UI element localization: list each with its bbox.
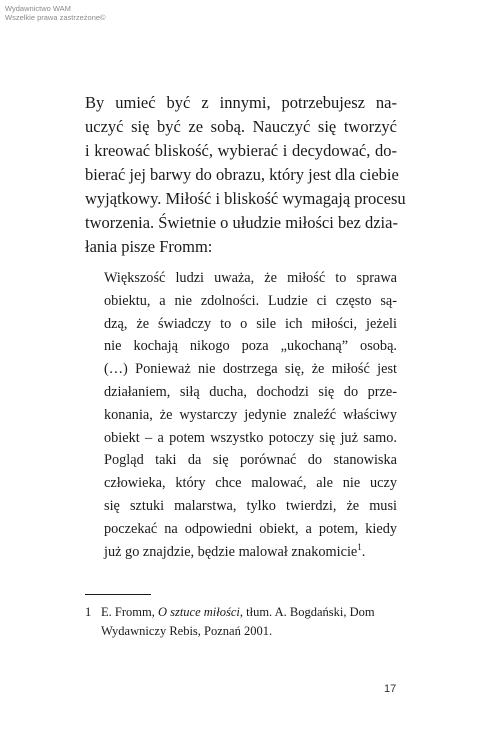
paragraph-line: uczyć się być ze sobą. Nauczyć się tworzyć (85, 117, 397, 136)
footnote-details: , tłum. A. Bogdański, Dom (239, 605, 375, 619)
block-quote (104, 267, 397, 563)
footnote-title: O sztuce miłości (157, 605, 240, 619)
quote-line: obiekt – a potem wszystko potoczy się już samo. (104, 429, 397, 446)
quote-line: Pogląd taki da się porównać do stanowiska (104, 452, 397, 469)
footnote-line-2: Wydawniczy Rebis, Poznań 2001. (101, 624, 273, 638)
quote-line: Większość ludzi uważa, że miłość to sprawa (104, 270, 397, 286)
paragraph-line: tworzenia. Świetnie o ułudzie miłości bez dzia- (85, 213, 398, 232)
footnote-author: E. Fromm, (101, 605, 158, 619)
page-number: 17 (384, 683, 397, 695)
footnote (85, 603, 397, 641)
watermark (5, 4, 106, 22)
footnote-separator (85, 594, 151, 595)
quote-line: nie kochają nikogo poza „ukochaną” osobą. (104, 338, 397, 355)
quote-line: obiektu, a nie zdolności. Ludzie ci często są- (104, 292, 397, 309)
quote-last-line (104, 541, 397, 564)
quote-line: działaniem, siłą ducha, dochodzi się do prze- (104, 383, 397, 400)
footnote-number: 1 (85, 605, 92, 619)
watermark-publisher: Wydawnictwo WAM (5, 4, 71, 13)
quote-period: . (361, 543, 366, 560)
body-paragraph (85, 91, 406, 259)
quote-line: człowieka, który chce malować, ale nie uczy (104, 475, 397, 492)
quote-line: dzą, że świadczy to o sile ich miłości, jeżeli (104, 315, 397, 332)
quote-line: (…) Ponieważ nie dostrzega się, że miłość jest (104, 361, 397, 378)
paragraph-line: i kreować bliskość, wybierać i decydować, do- (85, 141, 397, 160)
paragraph-line: By umieć być z innymi, potrzebujesz na- (85, 93, 397, 112)
paragraph-line: wyjątkowy. Miłość i bliskość wymagają procesu (85, 189, 406, 208)
footnote-line-1 (101, 603, 397, 622)
quote-line: się sztuki malarstwa, tylko twierdzi, że musi (104, 497, 397, 514)
quote-line-text: już go znajdzie, będzie malował znakomicie (104, 543, 358, 560)
footnote-body (101, 603, 397, 641)
watermark-copyright: Wszelkie prawa zastrzeżone© (5, 13, 106, 22)
paragraph-line: łania pisze Fromm: (85, 237, 213, 256)
quote-line: poczekać na odpowiedni obiekt, a potem, kiedy (104, 520, 397, 537)
footnote-reference[interactable]: 1 (357, 541, 362, 552)
paragraph-line: bierać jej barwy do obrazu, który jest dla ciebie (85, 165, 399, 184)
quote-line: konania, że wystarczy jedynie znaleźć właściwy (104, 406, 397, 423)
